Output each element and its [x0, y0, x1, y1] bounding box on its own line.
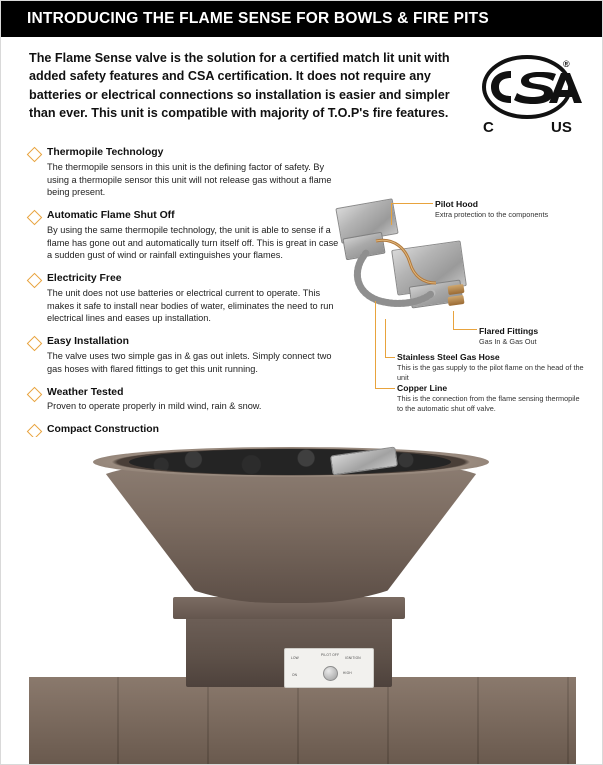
callout-title: Pilot Hood: [435, 199, 478, 209]
feature-description: The thermopile sensors in this unit is the defining factor of safety. By using a thermopile sensor this unit will not release gas without a flame being present.: [47, 161, 332, 198]
feature-title: Thermopile Technology: [47, 147, 164, 158]
intro-paragraph: The Flame Sense valve is the solution for a certified match lit unit with added safety features and CSA certification. It does not require any batteries or electrical connections so installation is easier and simpler than ever. This unit is compatible with majority of T.O.P's fire features.: [29, 51, 450, 120]
feature-title: Electricity Free: [47, 273, 122, 285]
callout-description: Gas In & Gas Out: [479, 337, 537, 347]
callout-title: Flared Fittings: [479, 326, 539, 336]
callout-leader-line: [453, 311, 454, 330]
callout-title: Stainless Steel Gas Hose: [397, 352, 500, 362]
feature-description: Proven to operate properly in mild wind, rain & snow.: [47, 401, 262, 412]
page-title: INTRODUCING THE FLAME SENSE FOR BOWLS & FIRE PITS: [27, 10, 489, 27]
callout-leader-line: [385, 357, 395, 358]
feature-title: Automatic Flame Shut Off: [47, 210, 175, 222]
csa-mark-icon: [477, 53, 587, 123]
diamond-bullet-icon: [27, 273, 43, 289]
control-label-high: HIGH: [343, 671, 352, 675]
callout-description: This is the connection from the flame sensing thermopile to the automatic shut off valve.: [397, 394, 580, 413]
callout-description: This is the gas supply to the pilot flame on the head of the unit: [397, 363, 584, 382]
feature-description: The valve uses two simple gas in & gas out inlets. Simply connect two gas hoses with flared fittings to get this unit running.: [47, 351, 332, 374]
callout-leader-line: [375, 301, 376, 389]
feature-description: The unit does not use batteries or electrical current to operate. This makes it safe to install near bodies of water, eliminates the need to run electrical lines and eases up installation.: [47, 288, 334, 324]
feature-item: [29, 210, 339, 262]
callout-leader-line: [385, 319, 386, 358]
feature-item: [29, 387, 339, 414]
control-knob[interactable]: [323, 666, 338, 681]
csa-c-label: C: [483, 119, 494, 136]
control-label-on: ON: [292, 673, 298, 677]
feature-title: Compact Construction: [47, 424, 159, 436]
control-label-ignition: IGNITION: [345, 656, 361, 660]
feature-title: Easy Installation: [47, 336, 129, 348]
lava-rock-media: [129, 449, 451, 475]
callout-leader-line: [391, 203, 433, 204]
callout-title: Copper Line: [397, 383, 448, 393]
callout-pilot-hood: [435, 199, 583, 220]
diamond-bullet-icon: [27, 147, 43, 163]
callout-description: Extra protection to the components: [435, 210, 549, 220]
callout-copper-line: [397, 383, 587, 413]
callout-flared-fittings: [479, 326, 589, 347]
feature-description: By using the same thermopile technology, the unit is able to sense if a flame has gone out and automatically turn itself off. This is great in case a sudden gust of wind or rainfall extinguishes your flames.: [47, 225, 339, 261]
callout-leader-line: [391, 203, 392, 225]
registered-symbol: ®: [563, 59, 570, 69]
ignition-control-panel[interactable]: [284, 648, 374, 688]
feature-item: [29, 273, 339, 325]
callout-stainless-steel-gas-hose: [397, 352, 587, 382]
product-hero-photo: [1, 437, 603, 765]
page-header: [1, 1, 603, 37]
csa-certification-logo: [477, 53, 587, 149]
callout-leader-line: [375, 388, 395, 389]
control-label-pilot-off: PILOT OFF: [321, 653, 340, 657]
control-label-low: LOW: [291, 656, 299, 660]
callout-leader-line: [453, 329, 477, 330]
stone-floor-background: [29, 677, 576, 765]
feature-item: [29, 147, 339, 199]
diamond-bullet-icon: [27, 210, 43, 226]
feature-item: [29, 336, 339, 375]
feature-title: Weather Tested: [47, 386, 124, 398]
csa-us-label: US: [551, 119, 572, 136]
diamond-bullet-icon: [27, 386, 43, 402]
fire-bowl-body: [93, 457, 489, 603]
diamond-bullet-icon: [27, 336, 43, 352]
